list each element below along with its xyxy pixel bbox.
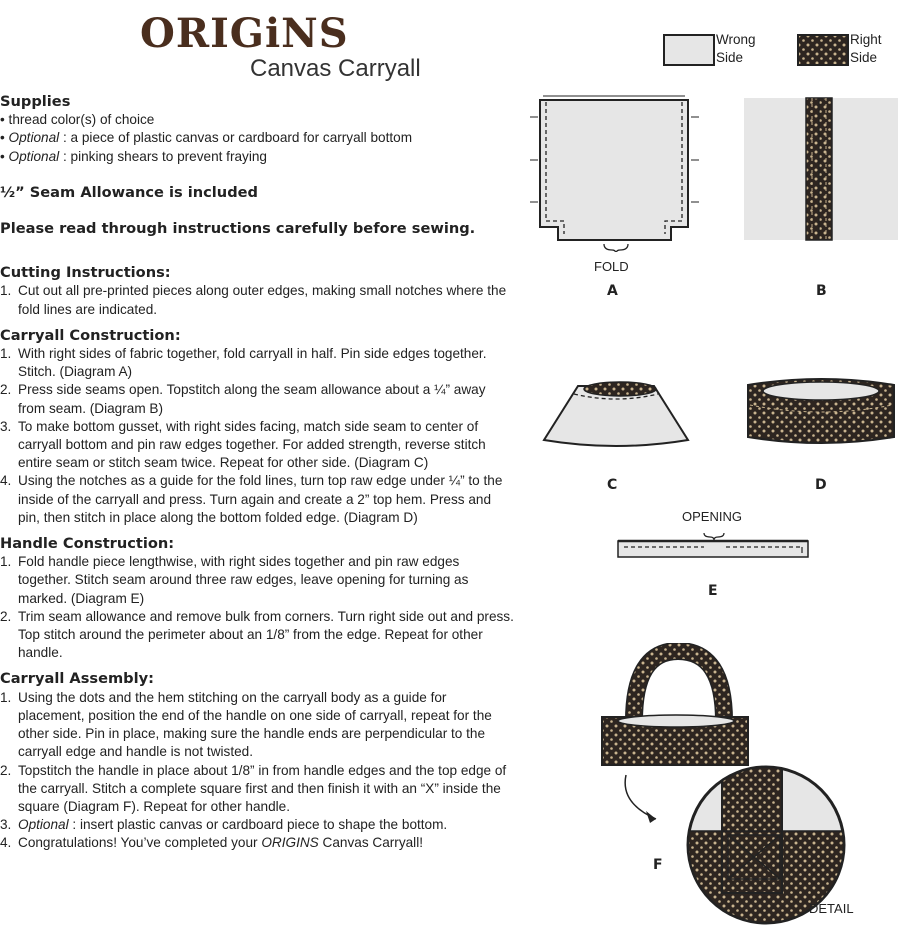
construction-step: 3. To make bottom gusset, with right sides facing, match side seam to center of carryall bottom and pin raw edges together. For added strength, reverse stitch entire seam or stitch seam twice. Repeat for other side. (Diagram C)	[0, 418, 486, 471]
right-side-swatch	[797, 34, 849, 66]
diagram-a	[528, 92, 703, 252]
read-note: Please read through instructions carefully before sewing.	[0, 220, 476, 238]
diagram-a-label: A	[607, 283, 618, 299]
assembly-step: 2. Topstitch the handle in place about 1/8” in from handle edges and the top edge of the carryall. Stitch a complete square first and then finish it with an “X” inside the square (Diagram F). Repeat for other handle.	[0, 762, 507, 814]
diagram-b	[742, 96, 902, 242]
supplies-heading: Supplies	[0, 93, 71, 110]
right-side-label: Right Side	[850, 32, 882, 65]
page-title: Canvas Carryall	[250, 55, 421, 82]
supply-item: • Optional : pinking shears to prevent fraying	[0, 148, 267, 164]
diagram-c	[540, 378, 692, 450]
wrong-side-label: Wrong Side	[716, 32, 756, 65]
origins-logo: ORIGiNS	[140, 10, 349, 57]
fold-label: FOLD	[594, 259, 629, 274]
diagram-e	[614, 527, 812, 561]
diagram-f	[596, 643, 866, 925]
assembly-step: 1. Using the dots and the hem stitching on the carryall body as a guide for placement, position the end of the handle on one side of carryall, repeat for the other side. Pin in place, making sure the handle ends are perpendicular to the carryall edge and handle is not twisted.	[0, 689, 492, 760]
diagram-b-label: B	[816, 283, 827, 299]
wrong-side-swatch	[663, 34, 715, 66]
construction-step: 1. With right sides of fabric together, fold carryall in half. Pin side edges together. Stitch. (Diagram A)	[0, 346, 487, 380]
construction-step: 2. Press side seams open. Topstitch along the seam allowance about a ¼” away from seam. (Diagram B)	[0, 382, 486, 416]
diagram-e-label: E	[708, 583, 718, 599]
instructions-column	[0, 93, 515, 853]
assembly-heading: Carryall Assembly:	[0, 670, 154, 688]
construction-heading: Carryall Construction:	[0, 326, 181, 344]
opening-label: OPENING	[682, 509, 742, 524]
supply-item: • Optional : a piece of plastic canvas or cardboard for carryall bottom	[0, 130, 413, 146]
supply-item: • thread color(s) of choice	[0, 112, 155, 128]
diagram-d	[744, 375, 899, 447]
diagram-f-label: F	[653, 857, 663, 873]
construction-step: 4. Using the notches as a guide for the fold lines, turn top raw edge under ¼” to the inside of the carryall and press. Turn again and create a 2” top hem. Press and pin, then stitch in place along the bottom folded edge. (Diagram D)	[0, 473, 503, 525]
cutting-step: 1. Cut out all pre-printed pieces along outer edges, making small notches where the fold lines are indicated.	[0, 283, 507, 317]
handle-step: 1. Fold handle piece lengthwise, with right sides together and pin raw edges together. Stitch seam around three raw edges, leave opening for turning as marked. (Diagram E)	[0, 554, 469, 606]
detail-label: DETAIL	[809, 901, 854, 916]
seam-note: ½” Seam Allowance is included	[0, 183, 258, 201]
handle-heading: Handle Construction:	[0, 535, 175, 553]
assembly-step: 3. Optional : insert plastic canvas or cardboard piece to shape the bottom.	[0, 817, 448, 833]
diagram-c-label: C	[607, 477, 618, 493]
assembly-step: 4. Congratulations! You’ve completed your ORIGINS Canvas Carryall!	[0, 835, 423, 851]
handle-step: 2. Trim seam allowance and remove bulk from corners. Turn right side out and press. Top stitch around the perimeter about an 1/8” from the edge. Repeat for other handle.	[0, 608, 514, 661]
cutting-heading: Cutting Instructions:	[0, 264, 171, 282]
diagram-d-label: D	[815, 477, 827, 493]
